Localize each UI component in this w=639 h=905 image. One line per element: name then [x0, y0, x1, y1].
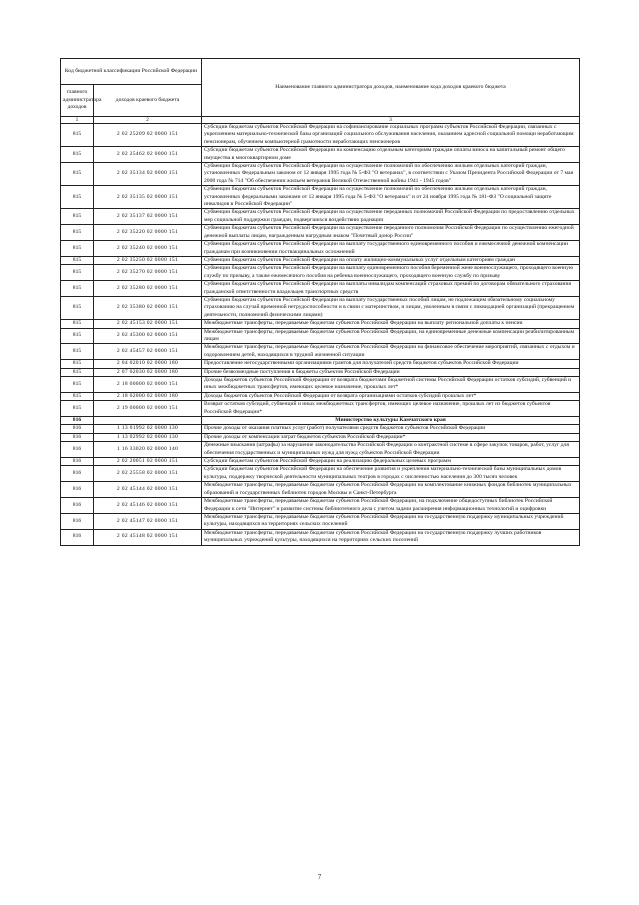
description-cell: Субвенции бюджетам субъектов Российской Федерации на осуществление переданных полномочий Российской Федерации по предоставлению отдельных мер социальной поддержки граждан, подвергшихся воздействию радиации — [202, 209, 580, 225]
table-row — [61, 124, 580, 147]
description-cell: Субвенции бюджетам субъектов Российской Федерации на оплату жилищно-коммунальных услуг отдельным категориям граждан — [202, 256, 580, 264]
description-cell: Межбюджетные трансферты, передаваемые бюджетам субъектов Российской Федерации на финансовое обеспечение мероприятий, связанных с отдыхом и оздоровлением детей, находящихся в трудной жизненной ситуации — [202, 344, 580, 360]
revenue-code-cell: 2 02 35250 02 0000 151 — [94, 256, 202, 264]
admin-code-cell: 816 — [61, 498, 94, 514]
description-cell: Субсидии бюджетам субъектов Российской Федерации на обеспечение развития и укрепления материально-технической базы муниципальных домов культуры, поддержку творческой деятельности муниципальных театров в городах с численностью населения до 300 тысяч человек — [202, 466, 580, 482]
budget-classification-table — [60, 58, 580, 546]
table-row — [61, 377, 580, 393]
description-cell: Предоставление негосударственными организациями грантов для получателей средств бюджетов субъектов Российской Федерации — [202, 360, 580, 368]
revenue-code-cell: 2 07 02030 02 0000 180 — [94, 368, 202, 376]
revenue-code-cell: 2 02 35137 02 0000 151 — [94, 209, 202, 225]
admin-code-cell: 815 — [61, 320, 94, 328]
revenue-code-cell: 2 02 35380 02 0000 151 — [94, 296, 202, 319]
header-group-title: Код бюджетной классификации Российской Федерации — [61, 59, 202, 85]
table-row — [61, 529, 580, 545]
revenue-code-cell: 2 02 25558 02 0000 151 — [94, 466, 202, 482]
revenue-code-cell: 2 02 25209 02 0000 151 — [94, 124, 202, 147]
page-number: 7 — [317, 873, 322, 881]
admin-code-cell: 815 — [61, 296, 94, 319]
revenue-code-cell: 2 19 00000 02 0000 151 — [94, 401, 202, 417]
header-row-group — [61, 59, 580, 85]
admin-code-cell: 816 — [61, 442, 94, 458]
revenue-code-cell: 2 18 00000 02 0000 151 — [94, 377, 202, 393]
revenue-code-cell: 2 02 45153 02 0000 151 — [94, 320, 202, 328]
table-row — [61, 368, 580, 376]
admin-code-cell: 815 — [61, 147, 94, 163]
table-row — [61, 209, 580, 225]
table-row — [61, 482, 580, 498]
description-cell: Министерство культуры Камчатского края — [202, 417, 580, 425]
admin-code-cell: 815 — [61, 186, 94, 209]
header-row-numbers — [61, 117, 580, 124]
description-cell: Субсидии бюджетам субъектов Российской Федерации на софинансирование социальных программ субъектов Российской Федерации, связанных с укреплением материально-технической базы организаций социального обслуживания населения, оказанием адресной социальной помощи неработающим пенсионерам, обучением компьютерной грамотности неработающих пенсионеров — [202, 124, 580, 147]
admin-code-cell: 815 — [61, 368, 94, 376]
revenue-code-cell: 2 18 02000 02 0000 180 — [94, 392, 202, 400]
description-cell: Субвенции бюджетам субъектов Российской Федерации на осуществление переданного полномочия Российской Федерации по осуществлению ежегодной денежной выплаты лицам, награжденным нагрудным знаком "Почетный донор России" — [202, 225, 580, 241]
revenue-code-cell: 2 02 45144 02 0000 151 — [94, 482, 202, 498]
table-row — [61, 147, 580, 163]
admin-code-cell: 816 — [61, 529, 94, 545]
table-row — [61, 401, 580, 417]
table-row — [61, 425, 580, 433]
table-section-row — [61, 417, 580, 425]
admin-code-cell: 815 — [61, 256, 94, 264]
header-num-2: 2 — [94, 117, 202, 124]
table-row — [61, 344, 580, 360]
revenue-code-cell: 2 04 02010 02 0000 180 — [94, 360, 202, 368]
table-row — [61, 433, 580, 441]
revenue-code-cell: 2 02 25462 02 0000 151 — [94, 147, 202, 163]
table-row — [61, 458, 580, 466]
table-row — [61, 241, 580, 257]
admin-code-cell: 816 — [61, 433, 94, 441]
budget-classification-sheet — [60, 58, 579, 546]
description-cell: Субвенции бюджетам субъектов Российской Федерации на осуществление полномочий по обеспечению жильем отдельных категорий граждан, установленных федеральными законами от 12 января 1995 года № 5-ФЗ "О ветеранах" и от 24 ноября 1995 года № 181-ФЗ "О социальной защите инвалидов в Российской Федерации" — [202, 186, 580, 209]
revenue-code-cell: 2 02 35240 02 0000 151 — [94, 241, 202, 257]
revenue-code-cell: 2 02 35135 02 0000 151 — [94, 186, 202, 209]
description-cell: Субсидии бюджетам субъектов Российской Федерации на реализацию федеральных целевых программ — [202, 458, 580, 466]
revenue-code-cell: 2 02 45457 02 0000 151 — [94, 344, 202, 360]
admin-code-cell: 816 — [61, 482, 94, 498]
table-row — [61, 320, 580, 328]
admin-code-cell: 815 — [61, 392, 94, 400]
revenue-code-cell: 2 02 45146 02 0000 151 — [94, 498, 202, 514]
description-cell: Субвенции бюджетам субъектов Российской Федерации на выплаты инвалидам компенсаций страховых премий по договорам обязательного страхования гражданской ответственности владельцев транспортных средств — [202, 281, 580, 297]
admin-code-cell: 815 — [61, 124, 94, 147]
table-row — [61, 225, 580, 241]
description-cell: Прочие доходы от оказания платных услуг (работ) получателями средств бюджетов субъектов Российской Федерации — [202, 425, 580, 433]
revenue-code-cell: 2 02 20051 02 0000 151 — [94, 458, 202, 466]
admin-code-cell: 815 — [61, 281, 94, 297]
revenue-code-cell — [94, 417, 202, 425]
admin-code-cell: 816 — [61, 513, 94, 529]
revenue-code-cell: 2 02 45300 02 0000 151 — [94, 328, 202, 344]
description-cell: Межбюджетные трансферты, передаваемые бюджетам субъектов Российской Федерации на выплату региональной доплаты к пенсии — [202, 320, 580, 328]
revenue-code-cell: 2 02 35280 02 0000 151 — [94, 281, 202, 297]
table-row — [61, 256, 580, 264]
admin-code-cell: 815 — [61, 344, 94, 360]
description-cell: Субвенции бюджетам субъектов Российской Федерации на осуществление полномочий по обеспечению жильем отдельных категорий граждан, установленных Федеральным законом от 12 января 1995 года № 5-ФЗ "О ветеранах", в соответствии с Указом Президента Российской Федерации от 7 мая 2008 года № 714 "Об обеспечении жильем ветеранов Великой Отечественной войны 1941 - 1945 годов" — [202, 163, 580, 186]
table-row — [61, 296, 580, 319]
revenue-code-cell: 2 02 35270 02 0000 151 — [94, 265, 202, 281]
description-cell: Доходы бюджетов субъектов Российской Федерации от возврата организациями остатков субсидий прошлых лет* — [202, 392, 580, 400]
admin-code-cell: 815 — [61, 265, 94, 281]
admin-code-cell: 815 — [61, 241, 94, 257]
description-cell: Прочие доходы от компенсации затрат бюджетов субъектов Российской Федерации* — [202, 433, 580, 441]
table-row — [61, 392, 580, 400]
description-cell: Субвенции бюджетам субъектов Российской Федерации на выплату единовременного пособия беременной жене военнослужащего, проходящего военную службу по призыву, а также ежемесячного пособия на ребенка военнослужащего, проходящего военную службу по призыву — [202, 265, 580, 281]
admin-code-cell: 815 — [61, 377, 94, 393]
revenue-code-cell: 2 02 45147 02 0000 151 — [94, 513, 202, 529]
table-row — [61, 466, 580, 482]
header-num-3: 3 — [202, 117, 580, 124]
description-cell: Субвенции бюджетам субъектов Российской Федерации на выплату государственного единовременного пособия и ежемесячной денежной компенсации гражданам при возникновении поствакцинальных осложнений — [202, 241, 580, 257]
table-row — [61, 281, 580, 297]
description-cell: Доходы бюджетов субъектов Российской Федерации от возврата бюджетами бюджетной системы Российской Федерации остатков субсидий, субвенций и иных межбюджетных трансфертов, имеющих целевое назначение, прошлых лет* — [202, 377, 580, 393]
admin-code-cell: 815 — [61, 328, 94, 344]
admin-code-cell: 816 — [61, 458, 94, 466]
description-cell: Возврат остатков субсидий, субвенций и иных межбюджетных трансфертов, имеющих целевое назначение, прошлых лет из бюджетов субъектов Российской Федерации* — [202, 401, 580, 417]
admin-code-cell: 816 — [61, 417, 94, 425]
header-col3-title: Наименование главного администратора доходов, наименование кода доходов краевого бюджета — [202, 59, 580, 117]
table-row — [61, 328, 580, 344]
table-row — [61, 498, 580, 514]
revenue-code-cell: 1 13 02992 02 0000 130 — [94, 433, 202, 441]
header-col1-title: главного администратора доходов — [61, 85, 94, 117]
admin-code-cell: 815 — [61, 209, 94, 225]
revenue-code-cell: 2 02 35220 02 0000 151 — [94, 225, 202, 241]
description-cell: Межбюджетные трансферты, передаваемые бюджетам субъектов Российской Федерации, на подключение общедоступных библиотек Российской Федерации к сети "Интернет" и развитие системы библиотечного дела с учетом задачи расширения информационных технологий и оцифровки — [202, 498, 580, 514]
description-cell: Межбюджетные трансферты, передаваемые бюджетам субъектов Российской Федерации на комплектование книжных фондов библиотек муниципальных образований и государственных библиотек городов Москвы и Санкт-Петербурга — [202, 482, 580, 498]
table-row — [61, 513, 580, 529]
table-row — [61, 265, 580, 281]
revenue-code-cell: 1 13 01992 02 0000 130 — [94, 425, 202, 433]
description-cell: Субсидии бюджетам субъектов Российской Федерации на компенсацию отдельным категориям граждан оплаты взноса на капитальный ремонт общего имущества в многоквартирном доме — [202, 147, 580, 163]
header-col2-title: доходов краевого бюджета — [94, 85, 202, 117]
table-row — [61, 360, 580, 368]
admin-code-cell: 815 — [61, 225, 94, 241]
description-cell: Межбюджетные трансферты, передаваемые бюджетам субъектов Российской Федерации на государственную поддержку муниципальных учреждений культуры, находящихся на территориях сельских поселений — [202, 513, 580, 529]
description-cell: Межбюджетные трансферты, передаваемые бюджетам субъектов Российской Федерации на государственную поддержку лучших работников муниципальных учреждений культуры, находящихся на территориях сельских поселений — [202, 529, 580, 545]
admin-code-cell: 815 — [61, 401, 94, 417]
description-cell: Прочие безвозмездные поступления в бюджеты субъектов Российской Федерации — [202, 368, 580, 376]
admin-code-cell: 816 — [61, 425, 94, 433]
description-cell: Денежные взыскания (штрафы) за нарушение законодательства Российской Федерации о контрактной системе в сфере закупок товаров, работ, услуг для обеспечения государственных и муниципальных нужд для нужд субъектов Российской Федерации — [202, 442, 580, 458]
table-row — [61, 442, 580, 458]
table-row — [61, 186, 580, 209]
admin-code-cell: 815 — [61, 163, 94, 186]
table-body — [61, 59, 580, 546]
description-cell: Межбюджетные трансферты, передаваемые бюджетам субъектов Российской Федерации, на единовременные денежные компенсации реабилитированным лицам — [202, 328, 580, 344]
revenue-code-cell: 1 16 33020 02 0000 140 — [94, 442, 202, 458]
admin-code-cell: 816 — [61, 466, 94, 482]
header-num-1: 1 — [61, 117, 94, 124]
revenue-code-cell: 2 02 45148 02 0000 151 — [94, 529, 202, 545]
admin-code-cell: 815 — [61, 360, 94, 368]
table-row — [61, 163, 580, 186]
description-cell: Субвенции бюджетам субъектов Российской Федерации на выплату государственных пособий лицам, не подлежащим обязательному социальному страхованию на случай временной нетрудоспособности и в связи с материнством, и лицам, уволенным в связи с ликвидацией организаций (прекращением деятельности, полномочий физическими лицами) — [202, 296, 580, 319]
revenue-code-cell: 2 02 35134 02 0000 151 — [94, 163, 202, 186]
